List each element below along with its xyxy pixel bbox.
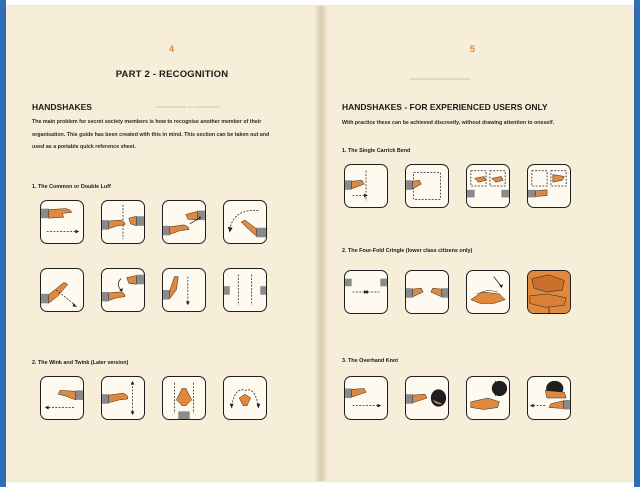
handshake-diagram-row: [40, 200, 267, 244]
handshake-panel: [344, 270, 388, 314]
row-title: 1. The Common or Double Luff: [32, 184, 111, 190]
section-title: HANDSHAKES: [32, 102, 92, 112]
handshake-diagram-row: [40, 268, 267, 312]
handshake-panel: [466, 270, 510, 314]
handshake-panel: [527, 164, 571, 208]
right-page: [320, 6, 634, 481]
handshake-diagram-row: [344, 164, 571, 208]
handshake-panel: [223, 376, 267, 420]
handshake-panel: [101, 376, 145, 420]
handshake-panel: [162, 376, 206, 420]
intro-line: The main problem for secret society members is how to recognise another member of their: [32, 119, 262, 125]
handshake-panel: [101, 200, 145, 244]
intro-text: [32, 116, 300, 154]
intro-line: organisation. This guide has been created with this in mind. This section can be taken out and: [32, 131, 270, 138]
section-title: HANDSHAKES - FOR EXPERIENCED USERS ONLY: [342, 102, 548, 112]
handshake-panel: [344, 164, 388, 208]
handshake-panel: [405, 376, 449, 420]
handshake-panel: [466, 164, 510, 208]
handshake-panel: [40, 268, 84, 312]
blue-edge-right: [634, 0, 640, 487]
booklet-spread: [6, 6, 634, 481]
intro-text: [342, 117, 610, 130]
handshake-panel: [344, 376, 388, 420]
left-page: [6, 6, 320, 481]
row-title: 2. The Wink and Twink (Later version): [32, 360, 129, 366]
handshake-diagram-row: [40, 376, 267, 420]
handshake-panel: [40, 376, 84, 420]
page-number: 4: [169, 44, 175, 54]
handshake-diagram-row: [344, 376, 571, 420]
handshake-panel: [162, 200, 206, 244]
row-title: 3. The Overhand Knot: [342, 358, 399, 364]
part-title: PART 2 - RECOGNITION: [115, 69, 229, 80]
bleed-through-text: ▬▬▬▬▬▬▬▬▬▬: [410, 76, 470, 82]
handshake-panel: [223, 200, 267, 244]
intro-line: With practice these can be achieved discreetly, without drawing attention to oneself.: [342, 120, 555, 126]
row-title: 1. The Single Carrick Bend: [342, 148, 411, 154]
handshake-panel: [101, 268, 145, 312]
bleed-through-text: ▬▬▬▬▬ ▬ ▬▬▬▬: [156, 104, 220, 110]
handshake-panel: [527, 270, 571, 314]
handshake-panel: [162, 268, 206, 312]
intro-line: used as a portable quick reference sheet.: [32, 144, 136, 150]
handshake-panel: [223, 268, 267, 312]
row-title: 2. The Four-Fold Cringle (lower class citizens only): [342, 248, 473, 254]
handshake-panel: [405, 270, 449, 314]
handshake-panel: [527, 376, 571, 420]
handshake-panel: [40, 200, 84, 244]
handshake-diagram-row: [344, 270, 571, 314]
page-number: 5: [470, 44, 476, 54]
handshake-panel: [405, 164, 449, 208]
handshake-panel: [466, 376, 510, 420]
